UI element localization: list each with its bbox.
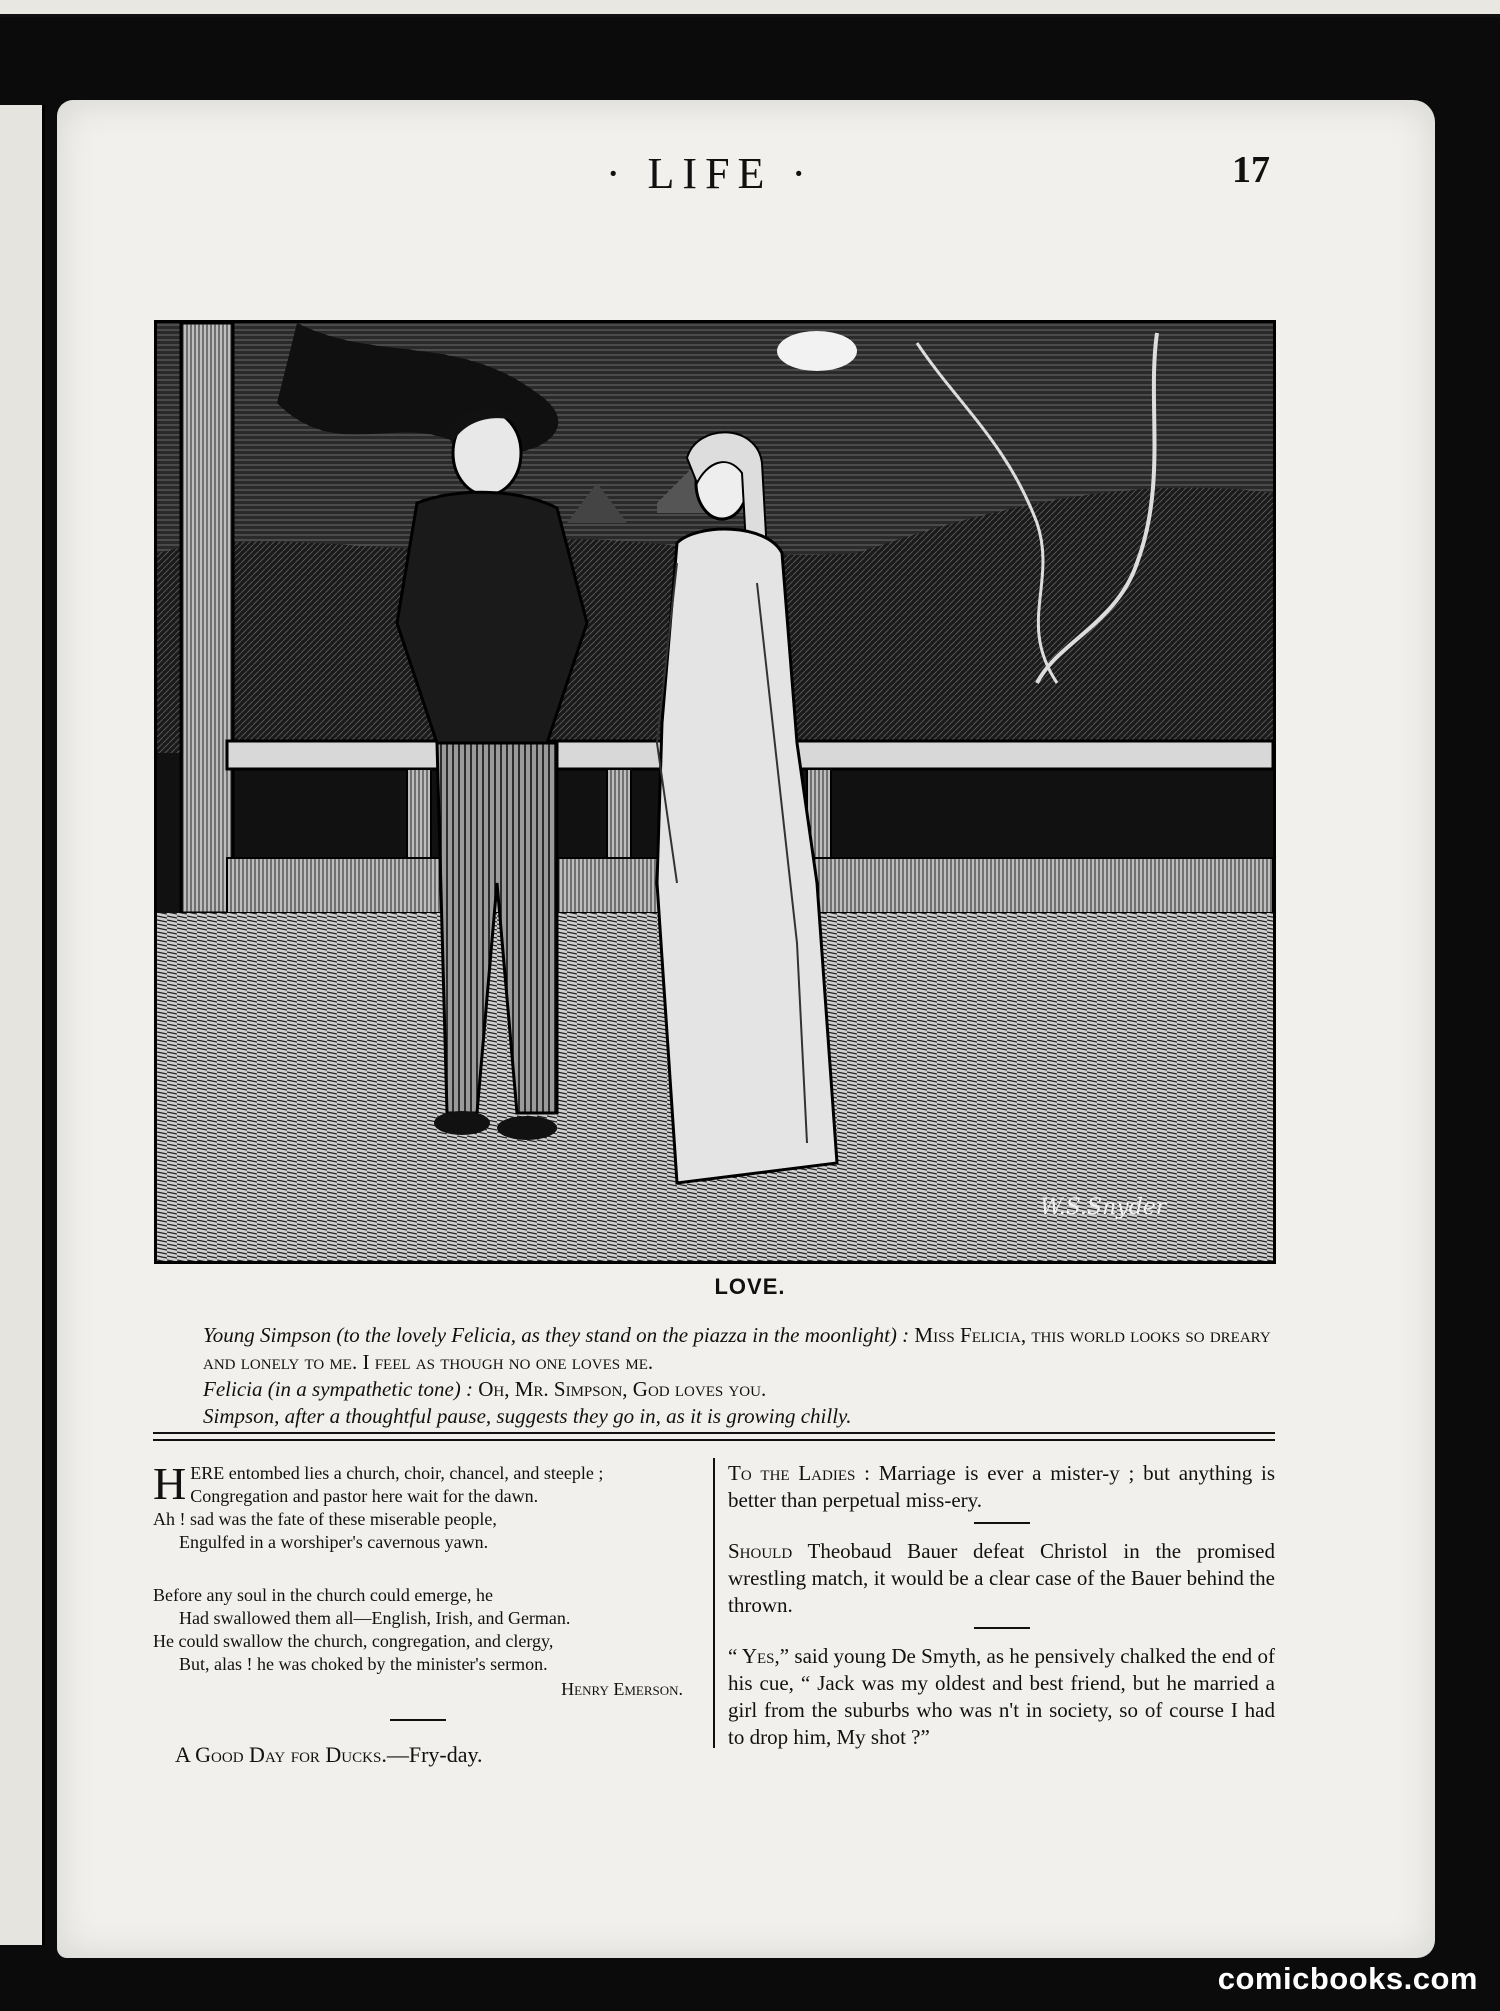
ducks-lead: A Good Day for Ducks. — [175, 1742, 387, 1767]
poem-line: But, alas ! he was choked by the minister's sermon. — [179, 1654, 548, 1674]
poem-line: Before any soul in the church could emerge, he — [153, 1585, 494, 1605]
smyth-joke — [728, 1643, 1275, 1751]
ladies-text: Marriage is ever a mister-y ; but anything is better than perpetual miss-ery. — [728, 1461, 1275, 1512]
artist-signature: W.S.Snyder — [1040, 1195, 1167, 1220]
column-divider — [713, 1458, 715, 1748]
left-column — [153, 1458, 683, 1767]
poem-line: ERE entombed lies a church, choir, chancel, and steeple ; — [190, 1463, 604, 1483]
ladies-lead: To the Ladies : — [728, 1461, 870, 1485]
next-page-edge — [0, 0, 1500, 17]
caption-line-1 — [153, 1322, 1275, 1376]
poem-line: Engulfed in a worshiper's cavernous yawn. — [179, 1532, 489, 1552]
cartoon-title: LOVE. — [714, 1274, 786, 1299]
moonlit-piazza-drawing — [157, 323, 1273, 1261]
poem-stanza-1 — [153, 1458, 683, 1554]
smyth-lead: “ Yes,” — [728, 1644, 790, 1668]
caption-line-3: Simpson, after a thoughtful pause, suggests they go in, as it is growing chilly. — [203, 1404, 852, 1428]
poem-line: Ah ! sad was the fate of these miserable people, — [153, 1509, 497, 1529]
ducks-joke — [153, 1743, 683, 1766]
ladies-joke — [728, 1460, 1275, 1514]
caption-line-2-text: Oh, Mr. Simpson, God loves you. — [473, 1377, 767, 1401]
ducks-punchline: —Fry-day. — [386, 1742, 483, 1767]
short-rule — [390, 1719, 446, 1721]
caption-line-2-speaker: Felicia (in a sympathetic tone) : — [203, 1377, 473, 1401]
section-divider — [153, 1432, 1275, 1441]
poem-dropcap: H — [153, 1458, 187, 1509]
bauer-text: Theobaud Bauer defeat Christol in the promised wrestling match, it would be a clear case of the Bauer behind the thrown. — [728, 1539, 1275, 1617]
page-number: 17 — [1232, 149, 1270, 191]
bauer-joke — [728, 1538, 1275, 1619]
site-watermark: comicbooks.com — [1217, 1961, 1478, 1996]
poem-stanza-2 — [153, 1584, 683, 1701]
caption-line-1-speaker: Young Simpson (to the lovely Felicia, as they stand on the piazza in the moonlight) : — [203, 1323, 910, 1347]
caption-line-2 — [153, 1376, 1275, 1403]
poem-line: Congregation and pastor here wait for the dawn. — [190, 1486, 539, 1506]
caption-line-1-text: Miss Felicia, this world looks so dreary and lonely to me. I feel as though no one loves me. — [203, 1323, 1271, 1374]
cartoon-caption — [153, 1322, 1275, 1430]
cartoon-illustration — [154, 320, 1276, 1264]
smyth-text: said young De Smyth, as he pensively chalked the end of his cue, “ Jack was my oldest and best friend, but he married a girl from the suburbs who was n't in society, so of course I had to drop him, My shot ?” — [728, 1644, 1275, 1749]
right-column — [728, 1460, 1275, 1755]
poem-author: Henry Emerson. — [561, 1679, 683, 1699]
short-rule — [974, 1627, 1030, 1629]
poem-line: Had swallowed them all—English, Irish, and German. — [179, 1608, 571, 1628]
porch-post — [181, 323, 233, 913]
poem-line: He could swallow the church, congregation, and clergy, — [153, 1631, 554, 1651]
bauer-lead: Should — [728, 1539, 793, 1563]
moon — [777, 331, 857, 371]
previous-page-edge — [0, 105, 45, 1945]
magazine-title: · LIFE · — [605, 149, 815, 198]
short-rule — [974, 1522, 1030, 1524]
